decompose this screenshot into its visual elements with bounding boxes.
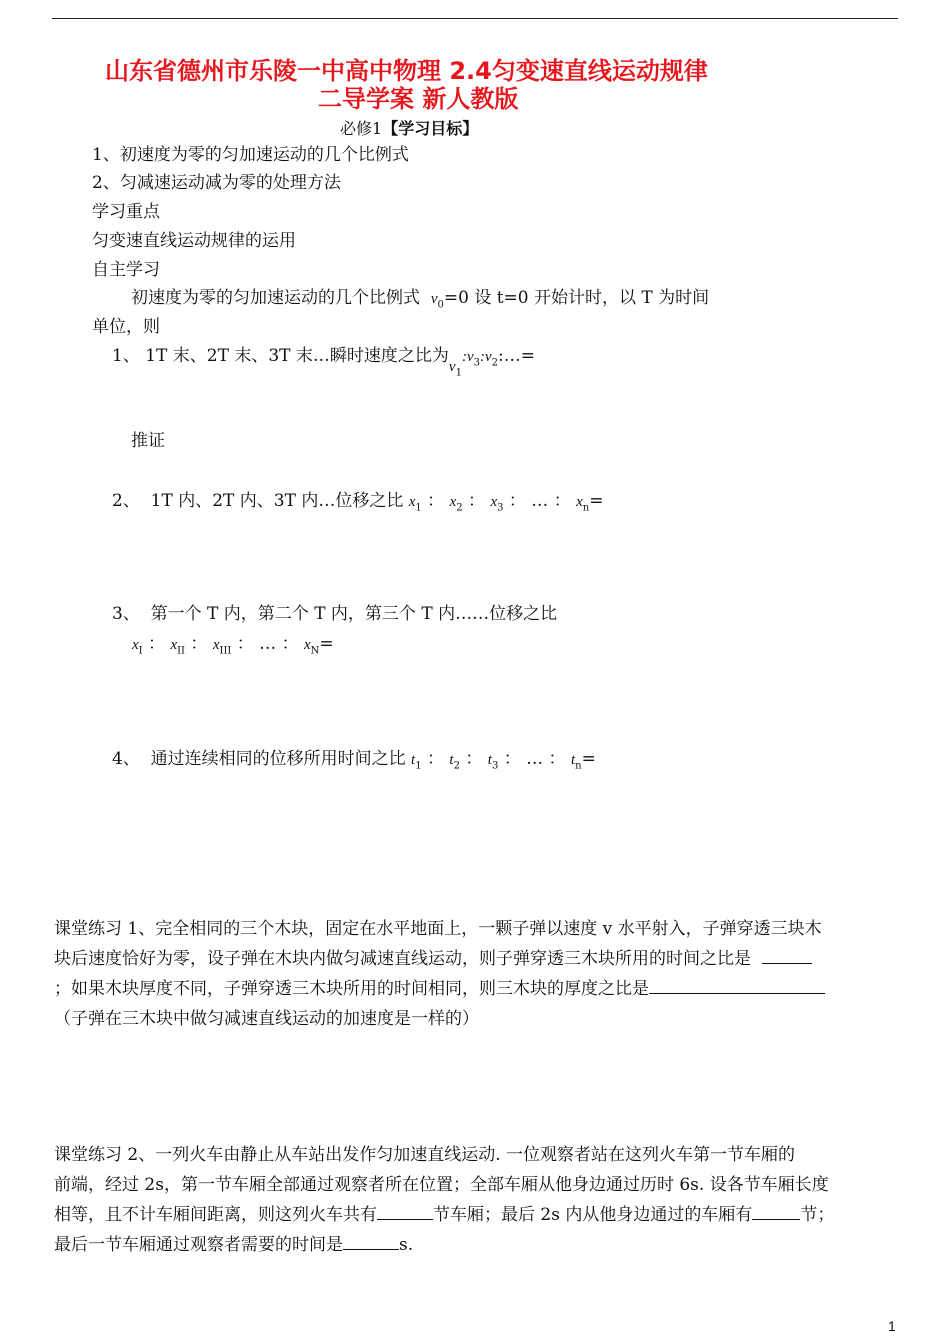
subtitle-prefix: 必修1 <box>340 119 383 138</box>
title-line-1: 山东省德州市乐陵一中高中物理 2.4匀变速直线运动规律 <box>105 57 708 85</box>
item-3-expression: $x_I$ ： $x_{II}$ ： $x_{III}$ ： … ： $x_N=$ <box>132 634 334 657</box>
answer-blank-car-count[interactable] <box>377 1203 433 1220</box>
exercise-1-line-2: 块后速度恰好为零，设子弹在木块内做匀减速直线运动，则子弹穿透三木块所用的时间之比是 <box>54 944 900 974</box>
subtitle <box>340 116 478 139</box>
answer-blank-time-ratio[interactable] <box>762 947 812 964</box>
key-point: 匀变速直线运动规律的运用 <box>92 231 296 251</box>
intro-line-2: 单位，则 <box>92 317 160 337</box>
exercise-2-line-2: 前端，经过 2s，第一节车厢全部通过观察者所在位置；全部车厢从他身边通过历时 6s. 设各节车厢长度 <box>54 1175 829 1195</box>
intro-line-1: 初速度为零的匀加速运动的几个比例式 $v_0=0$ 设 t=0 开始计时，以 T 为时间 <box>131 288 710 311</box>
goal-2: 2、匀减速运动减为零的处理方法 <box>92 173 341 193</box>
item-4: 4、 通过连续相同的位移所用时间之比 $t_1$ ： $t_2$ ： $t_3$ ： … ： $t_n=$ <box>112 749 596 772</box>
exercise-2-line-3: 相等，且不计车厢间距离，则这列火车共有 节车厢；最后 2s 内从他身边通过的车厢有 节； <box>54 1205 835 1225</box>
item-2: 2、 1T 内、2T 内、3T 内…位移之比 $x_1$ ： $x_2$ ： $x_3$ ： … ： $x_n=$ <box>112 491 604 514</box>
exercise-2 <box>54 1140 900 1260</box>
page-number: 1 <box>888 1318 896 1334</box>
self-study-label: 自主学习 <box>92 260 160 280</box>
answer-blank-last-car-time[interactable] <box>343 1233 399 1250</box>
subtitle-bracket: 【学习目标】 <box>382 119 479 138</box>
item-3: 3、 第一个 T 内，第二个 T 内，第三个 T 内……位移之比 <box>112 604 558 624</box>
goal-1: 1、初速度为零的匀加速运动的几个比例式 <box>92 145 409 165</box>
exercise-1-line-3: ；如果木块厚度不同，子弹穿透三木块所用的时间相同，则三木块的厚度之比是 <box>54 974 900 1004</box>
exercise-1 <box>54 914 900 1034</box>
title-line-2: 二导学案 新人教版 <box>318 85 519 113</box>
item-1: 1、 1T 末、2T 末、3T 末…瞬时速度之比为$v_1:v_3:v_2:\dots=$ <box>112 346 536 379</box>
exercise-1-line-1: 课堂练习 1、完全相同的三个木块，固定在水平地面上，一颗子弹以速度 v 水平射入，子弹穿透三块木 <box>54 919 822 939</box>
exercise-2-line-1: 课堂练习 2、一列火车由静止从车站出发作匀加速直线运动. 一位观察者站在这列火车第一节车厢的 <box>54 1145 796 1165</box>
exercise-2-line-4: 最后一节车厢通过观察者需要的时间是 s. <box>54 1235 414 1255</box>
header-rule <box>52 18 898 19</box>
answer-blank-thickness-ratio[interactable] <box>649 977 825 994</box>
key-point-label: 学习重点 <box>92 202 160 222</box>
exercise-1-line-4: （子弹在三木块中做匀减速直线运动的加速度是一样的） <box>54 1009 479 1029</box>
answer-blank-last-2s-cars[interactable] <box>752 1203 800 1220</box>
proof-label: 推证 <box>131 431 165 451</box>
